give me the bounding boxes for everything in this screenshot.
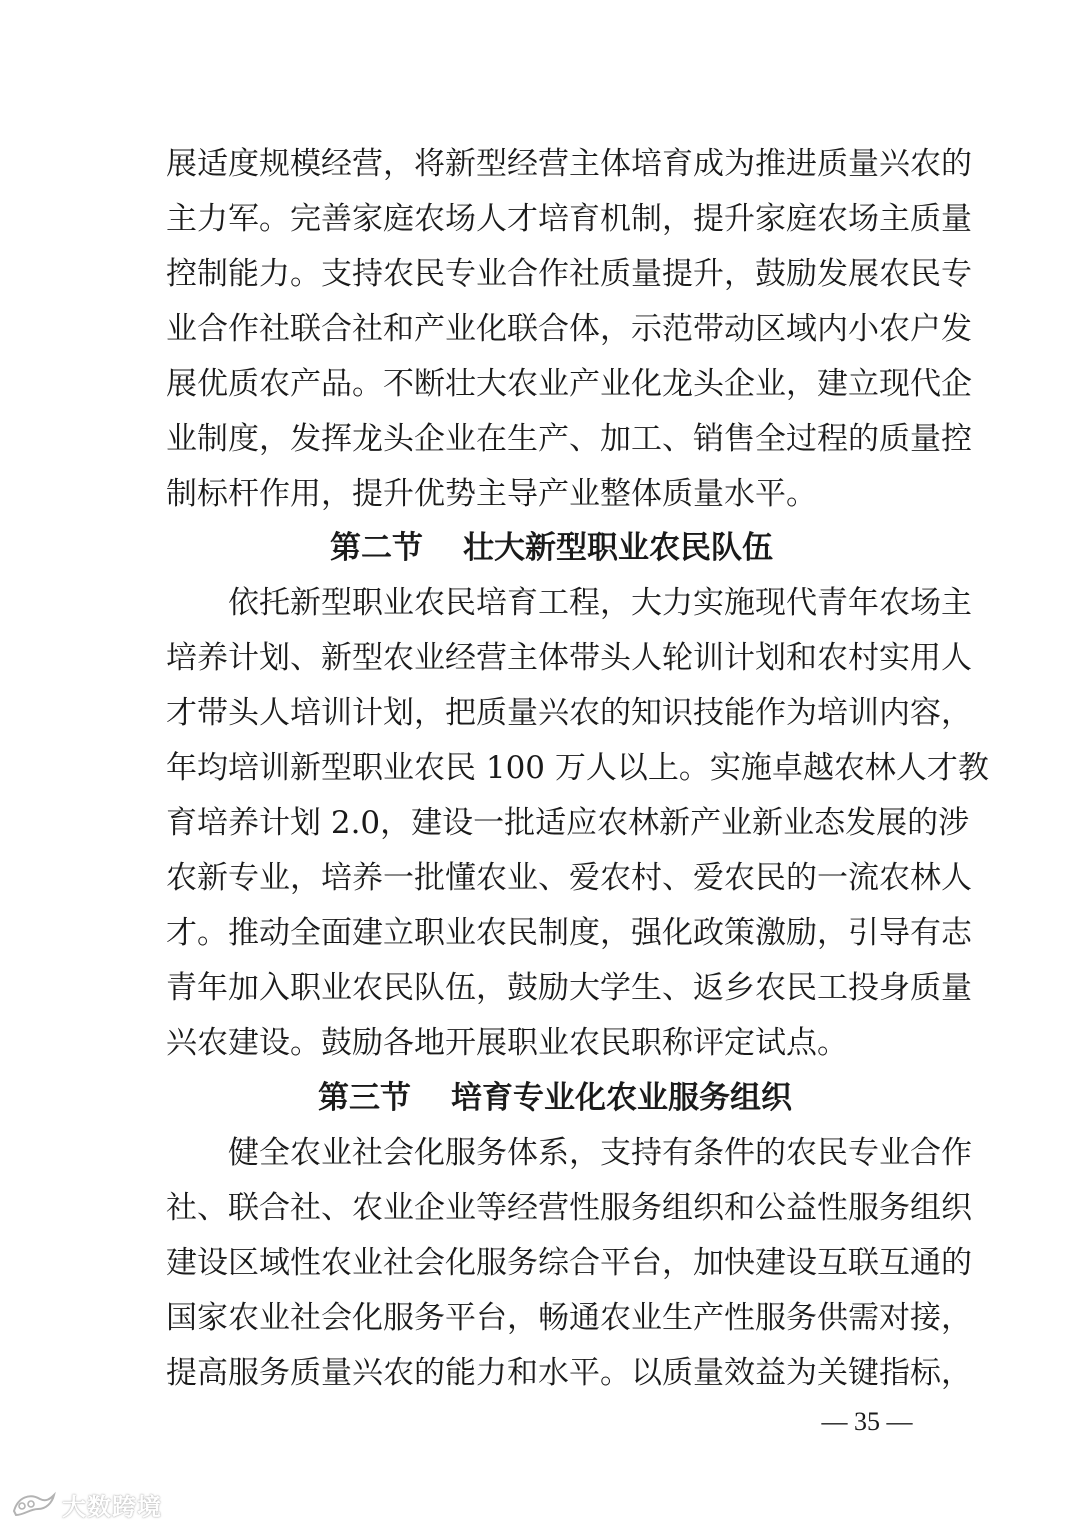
paragraph-line: 青年加入职业农民队伍，鼓励大学生、返乡农民工投身质量 — [166, 970, 972, 1006]
paragraph-line: 展适度规模经营，将新型经营主体培育成为推进质量兴农的 — [166, 146, 972, 182]
section-number: 第二节 — [330, 530, 423, 566]
paragraph-line: 业制度，发挥龙头企业在生产、加工、销售全过程的质量控 — [166, 421, 972, 457]
paragraph-line: 展优质农产品。不断壮大农业产业化龙头企业，建立现代企 — [166, 366, 972, 402]
section-title: 培育专业化农业服务组织 — [451, 1080, 792, 1116]
paragraph-line: 健全农业社会化服务体系，支持有条件的农民专业合作 — [228, 1135, 972, 1171]
paragraph-line: 才。推动全面建立职业农民制度，强化政策激励，引导有志 — [166, 915, 972, 951]
watermark — [10, 1486, 162, 1522]
paragraph-line: 育培养计划 2.0，建设一批适应农林新产业新业态发展的涉 — [166, 805, 970, 841]
paragraph-line: 业合作社联合社和产业化联合体，示范带动区域内小农户发 — [166, 311, 972, 347]
paragraph-2 — [166, 576, 989, 1071]
section-heading-3 — [318, 1071, 792, 1126]
paragraph-line: 兴农建设。鼓励各地开展职业农民职称评定试点。 — [166, 1025, 848, 1061]
paragraph-line: 提高服务质量兴农的能力和水平。以质量效益为关键指标， — [166, 1355, 972, 1391]
section-number: 第三节 — [318, 1080, 411, 1116]
paragraph-line: 控制能力。支持农民专业合作社质量提升，鼓励发展农民专 — [166, 256, 972, 292]
paragraph-line: 国家农业社会化服务平台，畅通农业生产性服务供需对接， — [166, 1300, 972, 1336]
watermark-text: 大数跨境 — [62, 1492, 162, 1521]
paragraph-line: 才带头人培训计划，把质量兴农的知识技能作为培训内容， — [166, 695, 972, 731]
paragraph-line: 建设区域性农业社会化服务综合平台，加快建设互联互通的 — [166, 1245, 972, 1281]
paragraph-line: 社、联合社、农业企业等经营性服务组织和公益性服务组织 — [166, 1190, 972, 1226]
bird-logo-icon — [10, 1489, 56, 1519]
paragraph-line: 主力军。完善家庭农场人才培育机制，提升家庭农场主质量 — [166, 201, 972, 237]
paragraph-line: 依托新型职业农民培育工程，大力实施现代青年农场主 — [228, 585, 972, 621]
paragraph-1 — [166, 137, 972, 522]
paragraph-line: 年均培训新型职业农民 100 万人以上。实施卓越农林人才教 — [166, 750, 989, 786]
paragraph-line: 培养计划、新型农业经营主体带头人轮训计划和农村实用人 — [166, 640, 972, 676]
paragraph-3 — [166, 1126, 972, 1401]
paragraph-line: 农新专业，培养一批懂农业、爱农村、爱农民的一流农林人 — [166, 860, 972, 896]
section-heading-2 — [330, 521, 773, 576]
section-title: 壮大新型职业农民队伍 — [463, 530, 773, 566]
page-number: — 35 — — [821, 1407, 913, 1436]
paragraph-line: 制标杆作用，提升优势主导产业整体质量水平。 — [166, 476, 817, 512]
